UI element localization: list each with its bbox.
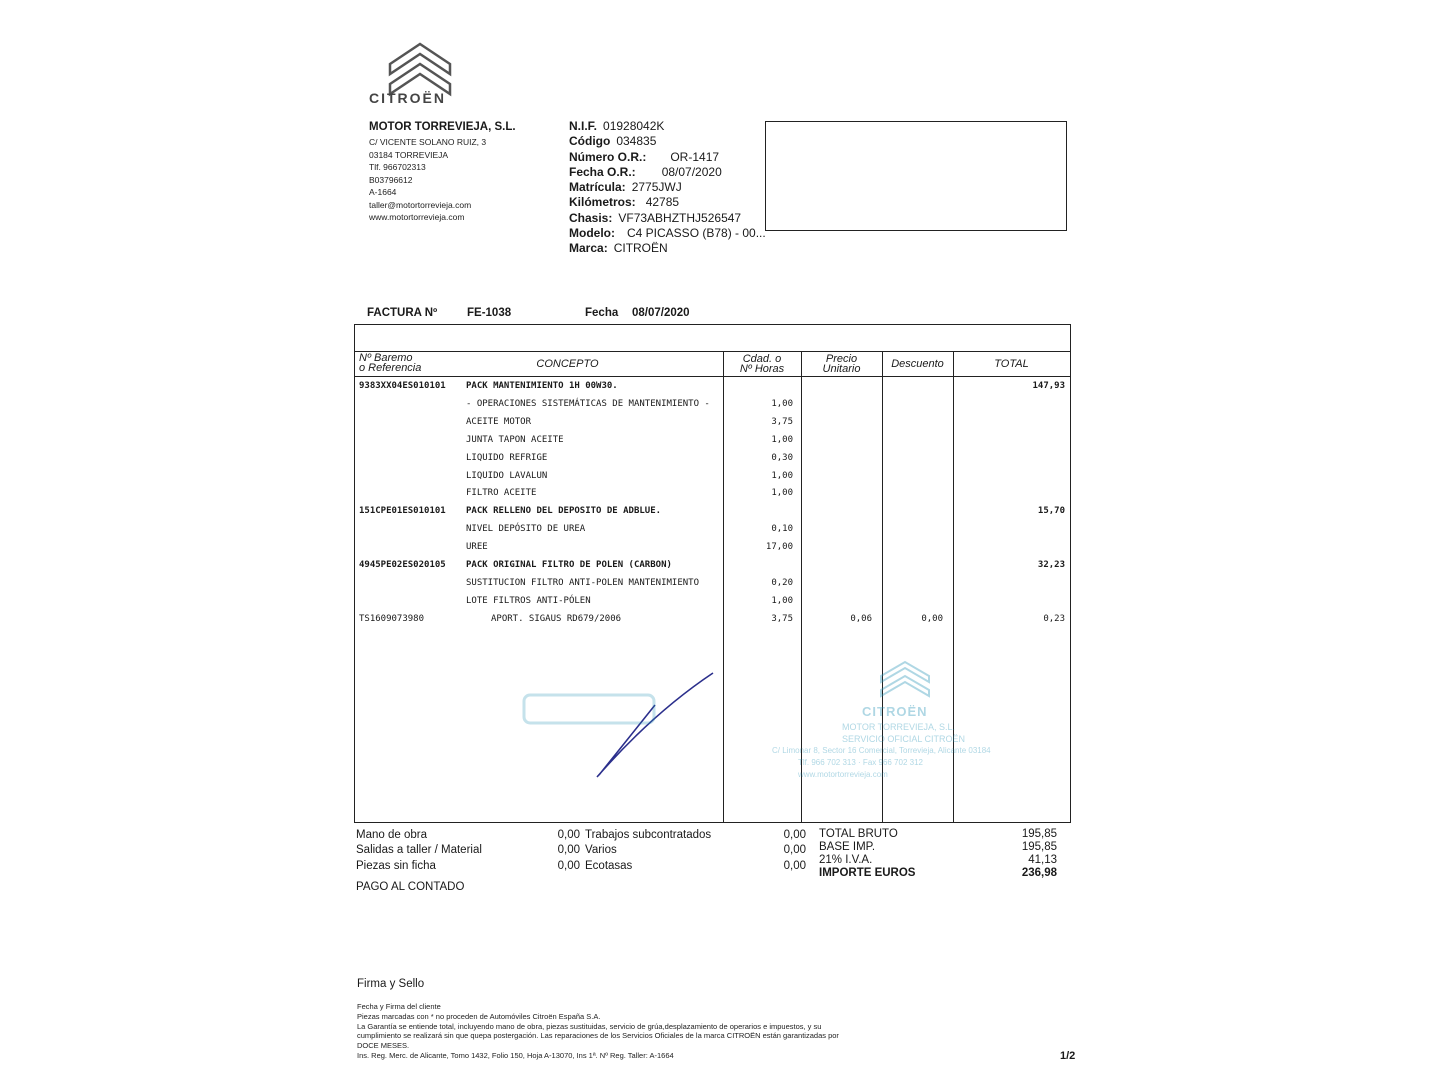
cell-concept: ACEITE MOTOR bbox=[466, 416, 532, 427]
brand-name: CITROËN bbox=[369, 90, 446, 106]
vehicle-row: Número O.R.: OR-1417 bbox=[569, 149, 720, 164]
table-row bbox=[355, 432, 1070, 450]
summary-value: 195,85 bbox=[1021, 841, 1057, 853]
payment-method: PAGO AL CONTADO bbox=[356, 881, 465, 893]
vehicle-row: Chasis: VF73ABHZTHJ526547 bbox=[569, 210, 742, 225]
vehicle-row: Kilómetros: 42785 bbox=[569, 195, 680, 210]
cell-price: 0,06 bbox=[850, 613, 872, 624]
cell-qty: 1,00 bbox=[771, 398, 793, 409]
table-row bbox=[355, 521, 1070, 539]
summary-label: 21% I.V.A. bbox=[819, 854, 873, 866]
cell-qty: 1,00 bbox=[771, 470, 793, 481]
cell-qty: 1,00 bbox=[771, 488, 793, 499]
cell-ref: 4945PE02ES020105 bbox=[359, 560, 446, 570]
vehicle-row: Marca: CITROËN bbox=[569, 241, 668, 256]
summary-value: 0,00 bbox=[783, 829, 806, 841]
summary-right-values bbox=[990, 828, 1057, 880]
cell-qty: 3,75 bbox=[771, 416, 793, 427]
footer-line: Ins. Reg. Merc. de Alicante, Tomo 1432, Folio 150, Hoja A-13070, Ins 1ª. Nº Reg. Taller: A-1664 bbox=[357, 1050, 674, 1060]
invoice-date: 08/07/2020 bbox=[632, 307, 690, 319]
workshop-stamp bbox=[770, 650, 1060, 800]
summary-value: 0,00 bbox=[557, 829, 580, 841]
header-concept: CONCEPTO bbox=[536, 358, 599, 370]
address-line: C/ VICENTE SOLANO RUIZ, 3 bbox=[369, 137, 487, 147]
cell-qty: 17,00 bbox=[765, 542, 793, 553]
table-row bbox=[355, 468, 1070, 486]
cell-qty: 0,20 bbox=[771, 577, 793, 588]
cell-concept: PACK MANTENIMIENTO 1H 00W30. bbox=[466, 381, 618, 391]
cell-concept: LOTE FILTROS ANTI-PÓLEN bbox=[466, 595, 591, 606]
summary-right bbox=[819, 828, 915, 880]
faded-stamp-mark bbox=[520, 685, 660, 735]
table-row bbox=[355, 575, 1070, 593]
summary-label: TOTAL BRUTO bbox=[819, 828, 898, 840]
page-indicator: 1/2 bbox=[1060, 1050, 1076, 1062]
cell-concept: JUNTA TAPON ACEITE bbox=[466, 434, 564, 445]
cell-concept: LIQUIDO REFRIGE bbox=[466, 452, 548, 463]
client-address-box bbox=[765, 121, 1067, 231]
stamp-logo-icon bbox=[875, 658, 935, 700]
website-link[interactable]: www.motortorrevieja.com bbox=[369, 212, 465, 222]
cell-qty: 0,30 bbox=[771, 452, 793, 463]
workshop-name: MOTOR TORREVIEJA, S.L. bbox=[369, 121, 516, 133]
footer-line: Fecha y Firma del cliente bbox=[357, 1002, 441, 1011]
footer-line: La Garantía se entiende total, incluyendo mano de obra, piezas sustituidas, servicio de grúa,desplazamiento de operarios e impuestos, y su bbox=[357, 1021, 822, 1031]
table-row bbox=[355, 450, 1070, 468]
footer-line: Piezas marcadas con * no proceden de Automóviles Citroën España S.A. bbox=[357, 1011, 601, 1021]
cell-qty: 1,00 bbox=[771, 434, 793, 445]
summary-label: Trabajos subcontratados bbox=[585, 829, 712, 841]
cell-concept: PACK RELLENO DEL DEPOSITO DE ADBLUE. bbox=[466, 506, 662, 517]
vehicle-row: Matrícula: 2775JWJ bbox=[569, 180, 682, 195]
stamp-line: C/ Limonar 8, Sector 16 Comercial, Torrevieja, Alicante 03184 bbox=[772, 746, 991, 755]
summary-label: Mano de obra bbox=[356, 829, 427, 841]
cell-qty: 3,75 bbox=[771, 613, 793, 624]
address-line: A-1664 bbox=[369, 187, 397, 197]
cell-concept: - OPERACIONES SISTEMÁTICAS DE MANTENIMIENTO - bbox=[466, 398, 710, 409]
header-discount: Descuento bbox=[891, 358, 944, 370]
workshop-address bbox=[369, 136, 486, 224]
address-line: B03796612 bbox=[369, 174, 413, 185]
grand-total: 236,98 bbox=[1021, 867, 1057, 879]
summary-value: 41,13 bbox=[1028, 854, 1057, 866]
header-qty: Cdad. o Nº Horas bbox=[739, 353, 785, 375]
vehicle-row: Fecha O.R.: 08/07/2020 bbox=[569, 164, 722, 179]
cell-total: 15,70 bbox=[1037, 506, 1065, 517]
summary-label: Varios bbox=[585, 844, 617, 857]
cell-ref: TS1609073980 bbox=[359, 613, 425, 624]
table-row bbox=[355, 539, 1070, 557]
summary-label: Ecotasas bbox=[585, 859, 633, 872]
cell-qty: 0,10 bbox=[771, 524, 793, 535]
table-row bbox=[355, 485, 1070, 503]
footer-line: DOCE MESES. bbox=[357, 1041, 410, 1051]
email-link[interactable]: taller@motortorrevieja.com bbox=[369, 199, 472, 210]
cell-concept: LIQUIDO LAVALUN bbox=[466, 470, 548, 481]
table-row bbox=[355, 593, 1070, 611]
invoice-date-label: Fecha bbox=[585, 307, 619, 319]
vehicle-row: N.I.F. 01928042K bbox=[569, 119, 665, 133]
cell-total: 32,23 bbox=[1037, 560, 1065, 570]
cell-concept: SUSTITUCION FILTRO ANTI-POLEN MANTENIMIENTO bbox=[466, 577, 699, 588]
table-row bbox=[355, 503, 1070, 521]
summary-label: Piezas sin ficha bbox=[356, 859, 436, 872]
summary-label: IMPORTE EUROS bbox=[819, 867, 916, 879]
summary-value: 0,00 bbox=[557, 859, 580, 872]
table-row bbox=[355, 611, 1070, 629]
address-line: Tlf. 966702313 bbox=[369, 162, 426, 172]
cell-qty: 1,00 bbox=[771, 595, 793, 606]
cell-total: 0,23 bbox=[1043, 613, 1065, 624]
cell-concept: FILTRO ACEITE bbox=[466, 488, 537, 499]
table-row bbox=[355, 378, 1070, 396]
cell-concept: APORT. SIGAUS RD679/2006 bbox=[491, 613, 622, 624]
summary-label: BASE IMP. bbox=[819, 841, 876, 853]
legal-footer bbox=[357, 1002, 839, 1061]
summary-label: Salidas a taller / Material bbox=[356, 844, 482, 857]
cell-concept: NIVEL DEPÓSITO DE UREA bbox=[466, 524, 586, 535]
cell-concept: PACK ORIGINAL FILTRO DE POLEN (CARBON) bbox=[466, 560, 672, 570]
cell-total: 147,93 bbox=[1032, 381, 1065, 391]
header-total: TOTAL bbox=[994, 358, 1029, 370]
cell-discount: 0,00 bbox=[921, 613, 943, 624]
summary-value: 195,85 bbox=[1021, 828, 1057, 840]
cell-ref: 9383XX04ES010101 bbox=[359, 381, 446, 391]
address-line: 03184 TORREVIEJA bbox=[369, 149, 449, 160]
stamp-line: Tlf. 966 702 313 · Fax 966 702 312 bbox=[798, 758, 923, 767]
table-row bbox=[355, 414, 1070, 432]
cell-ref: 151CPE01ES010101 bbox=[359, 506, 446, 517]
invoice-number: FE-1038 bbox=[467, 307, 512, 319]
invoice-number-label: FACTURA Nº bbox=[367, 307, 438, 319]
stamp-line: SERVICIO OFICIAL CITROËN bbox=[842, 734, 966, 744]
summary-value: 0,00 bbox=[783, 844, 806, 857]
header-ref: Nº Baremo o Referencia bbox=[359, 352, 422, 374]
summary-value: 0,00 bbox=[557, 844, 580, 857]
cell-concept: UREE bbox=[466, 542, 488, 553]
stamp-line: www.motortorrevieja.com bbox=[798, 770, 888, 779]
footer-line: cumplimiento se realizará sin que quepa postergación. Las reparaciones de los Servicios Oficiales de la marca CITROËN están garantizadas por bbox=[357, 1031, 839, 1041]
header-price: Precio Unitario bbox=[822, 353, 861, 375]
signature-label: Firma y Sello bbox=[357, 978, 425, 990]
vehicle-info bbox=[569, 119, 766, 257]
summary-left bbox=[356, 828, 482, 874]
vehicle-row: Modelo: C4 PICASSO (B78) - 00... bbox=[569, 226, 766, 241]
vehicle-row: Código 034835 bbox=[569, 134, 657, 149]
summary-mid bbox=[585, 828, 711, 874]
summary-value: 0,00 bbox=[783, 859, 806, 872]
summary-left-values bbox=[530, 828, 580, 874]
summary-mid-values bbox=[756, 828, 806, 874]
table-row bbox=[355, 396, 1070, 414]
stamp-line: MOTOR TORREVIEJA, S.L. bbox=[842, 722, 956, 732]
stamp-brand: CITROËN bbox=[862, 704, 928, 719]
table-row bbox=[355, 557, 1070, 575]
